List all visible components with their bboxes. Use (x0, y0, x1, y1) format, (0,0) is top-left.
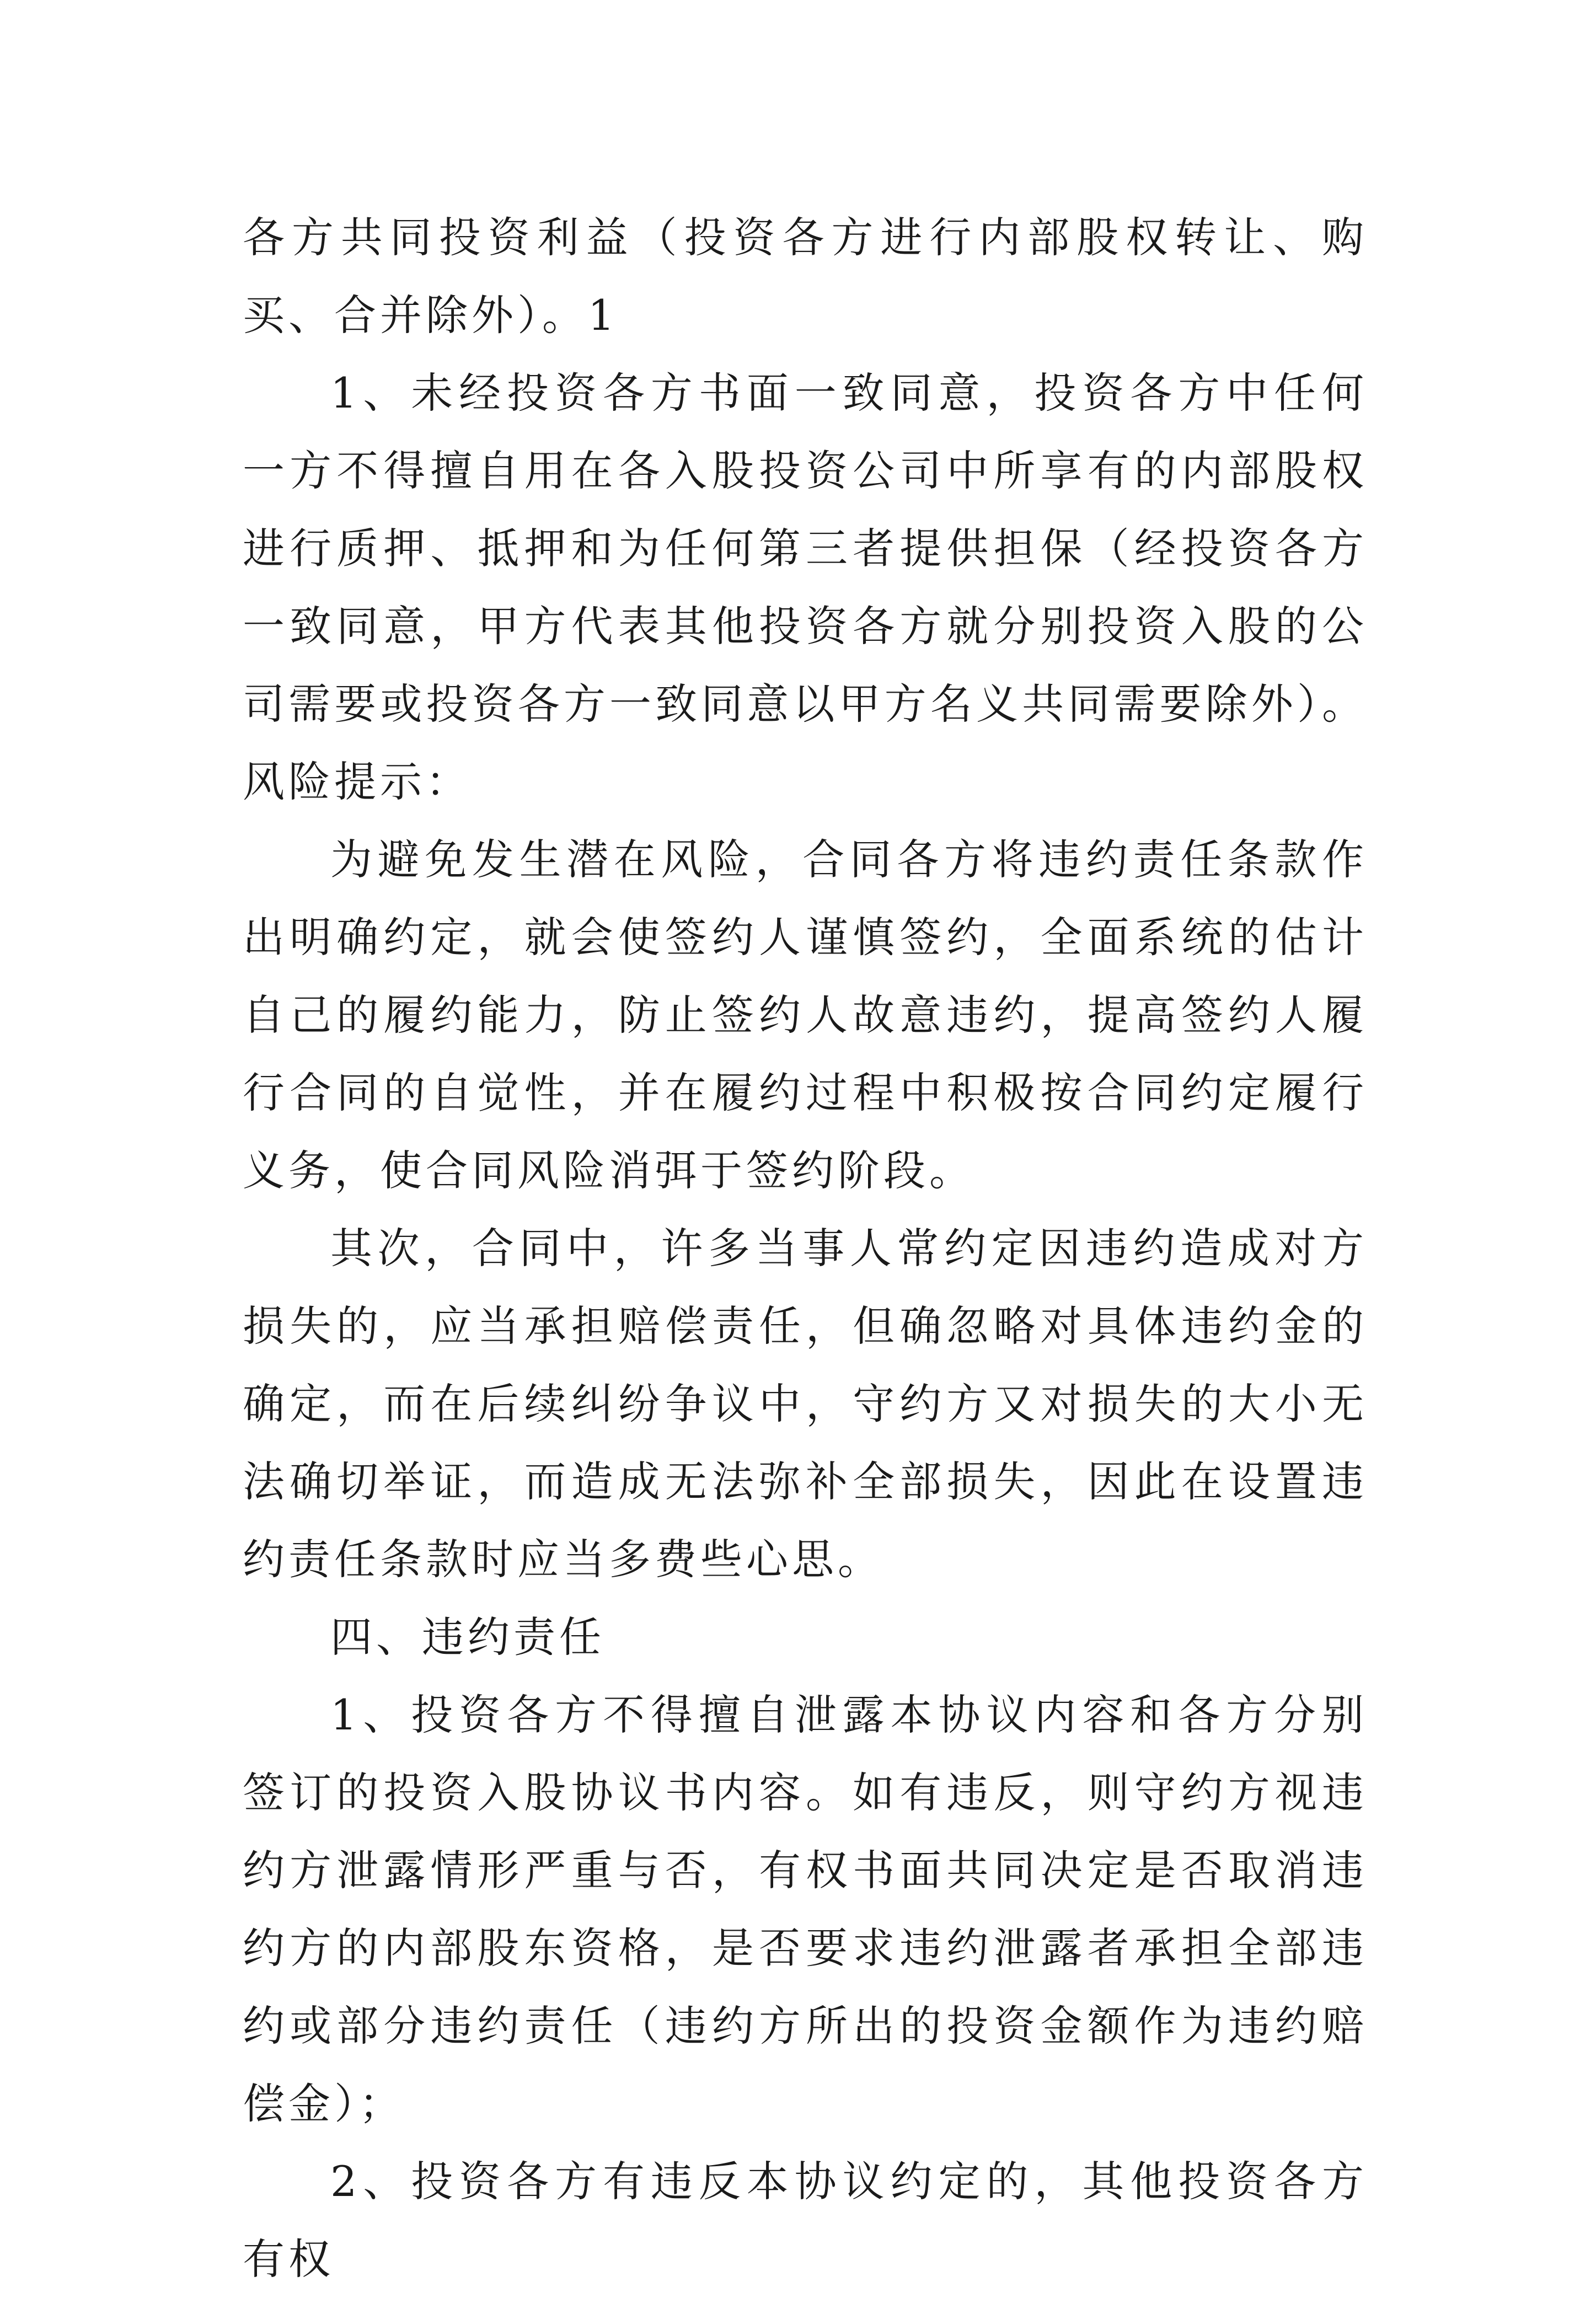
paragraph-2: 1、未经投资各方书面一致同意，投资各方中任何一方不得擅自用在各入股投资公司中所享有的内部股权进行质押、抵押和为任何第三者提供担保（经投资各方一致同意，甲方代表其他投资各方就分别投资入股的公司需要或投资各方一致同意以甲方名义共同需要除外）。风险提示： (243, 368, 1368, 806)
paragraph-6: 1、投资各方不得擅自泄露本协议内容和各方分别签订的投资入股协议书内容。如有违反，则守约方视违约方泄露情形严重与否，有权书面共同决定是否取消违约方的内部股东资格，是否要求违约泄露者承担全部违约或部分违约责任（违约方所出的投资金额作为违约赔偿金）； (243, 1690, 1368, 2128)
section-heading-breach-liability: 四、违约责任 (330, 1613, 605, 1662)
paragraph-3: 为避免发生潜在风险，合同各方将违约责任条款作出明确约定，就会使签约人谨慎签约，全面系统的估计自己的履约能力，防止签约人故意违约，提高签约人履行合同的自觉性，并在履约过程中积极按合同约定履行义务，使合同风险消弭于签约阶段。 (243, 835, 1368, 1195)
paragraph-4: 其次，合同中，许多当事人常约定因违约造成对方损失的，应当承担赔偿责任，但确忽略对具体违约金的确定，而在后续纠纷争议中，守约方又对损失的大小无法确切举证，而造成无法弥补全部损失，因此在设置违约责任条款时应当多费些心思。 (243, 1224, 1368, 1584)
paragraph-7: 2、投资各方有违反本协议约定的，其他投资各方有权 (243, 2157, 1368, 2284)
document-body (243, 199, 1368, 2298)
paragraph-1: 各方共同投资利益（投资各方进行内部股权转让、购买、合并除外）。1 (243, 213, 1368, 340)
